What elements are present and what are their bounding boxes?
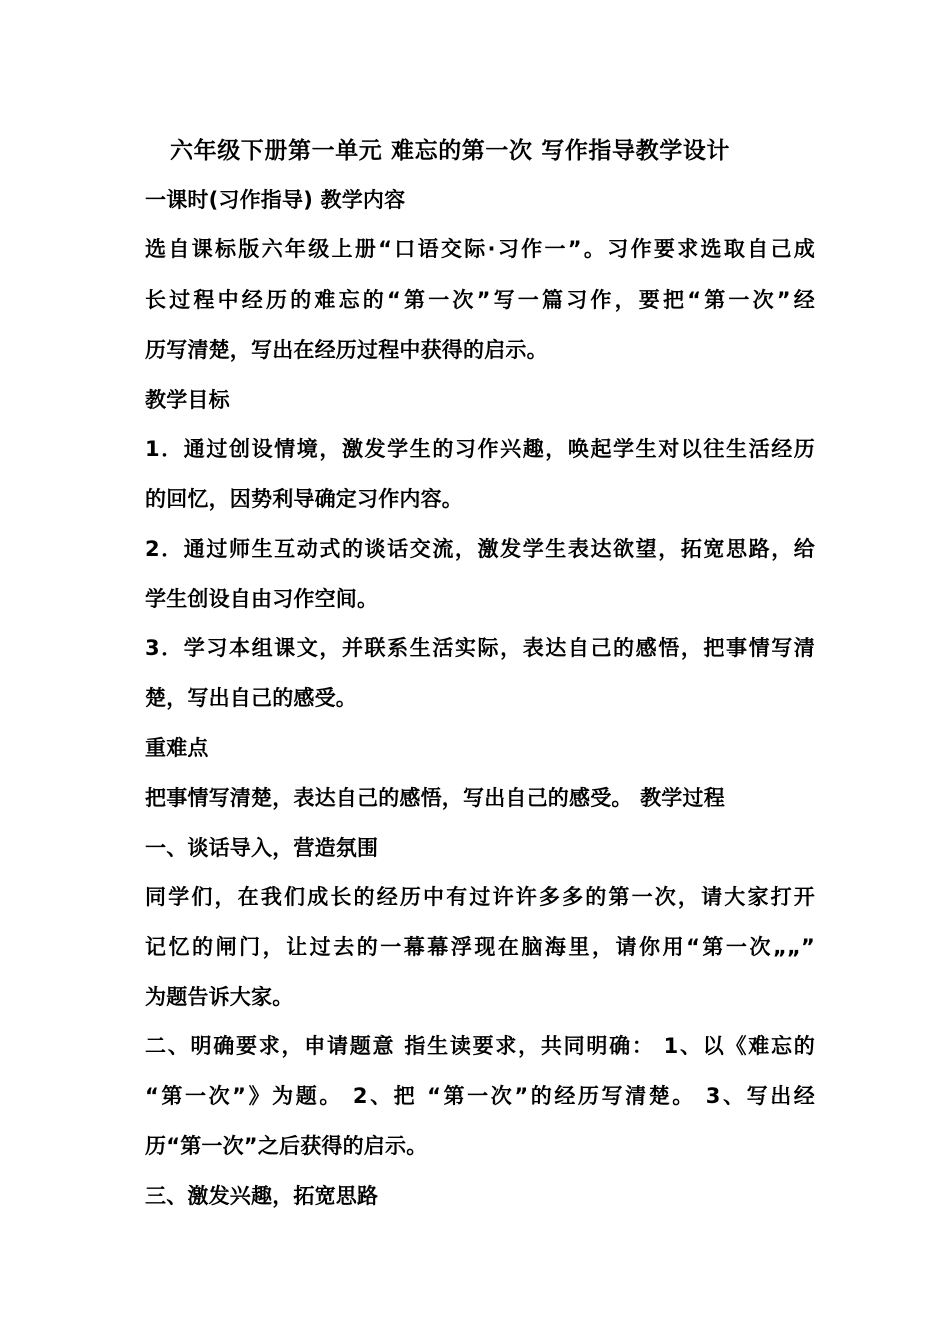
text-line: 长过程中经历的难忘的“第一次”写一篇习作，要把“第一次”经	[145, 288, 815, 312]
text-line: 的回忆，因势利导确定习作内容。	[145, 487, 463, 511]
text-line: 为题告诉大家。	[145, 985, 294, 1009]
text-line: 历“第一次”之后获得的启示。	[145, 1134, 428, 1158]
text-line: 3．学习本组课文，并联系生活实际，表达自己的感悟，把事情写清	[145, 636, 815, 660]
text-line: “第一次”》为题。 2、把 “第一次”的经历写清楚。 3、写出经	[145, 1084, 815, 1108]
section-heading: 教学目标	[145, 388, 230, 412]
text-line: 一课时(习作指导) 教学内容	[145, 188, 406, 212]
document-title: 六年级下册第一单元 难忘的第一次 写作指导教学设计	[170, 138, 731, 164]
section-heading: 重难点	[145, 736, 209, 760]
section-heading: 三、激发兴趣，拓宽思路	[145, 1184, 379, 1208]
text-line: 历写清楚，写出在经历过程中获得的启示。	[145, 338, 548, 362]
text-line: 把事情写清楚，表达自己的感悟，写出自己的感受。 教学过程	[145, 786, 725, 810]
text-line: 选自课标版六年级上册“口语交际·习作一”。习作要求选取自己成	[145, 237, 815, 261]
text-line: 楚，写出自己的感受。	[145, 686, 357, 710]
section-heading: 一、谈话导入，营造氛围	[145, 836, 379, 860]
text-line: 同学们，在我们成长的经历中有过许许多多的第一次，请大家打开	[145, 885, 815, 909]
text-line: 1．通过创设情境，激发学生的习作兴趣，唤起学生对以往生活经历	[145, 437, 815, 461]
text-line: 2．通过师生互动式的谈话交流，激发学生表达欲望，拓宽思路，给	[145, 537, 815, 561]
text-line: 学生创设自由习作空间。	[145, 587, 379, 611]
text-line: 二、明确要求，申请题意 指生读要求，共同明确： 1、以《难忘的	[145, 1034, 815, 1058]
text-line: 记忆的闸门，让过去的一幕幕浮现在脑海里，请你用“第一次„„”	[145, 935, 815, 959]
